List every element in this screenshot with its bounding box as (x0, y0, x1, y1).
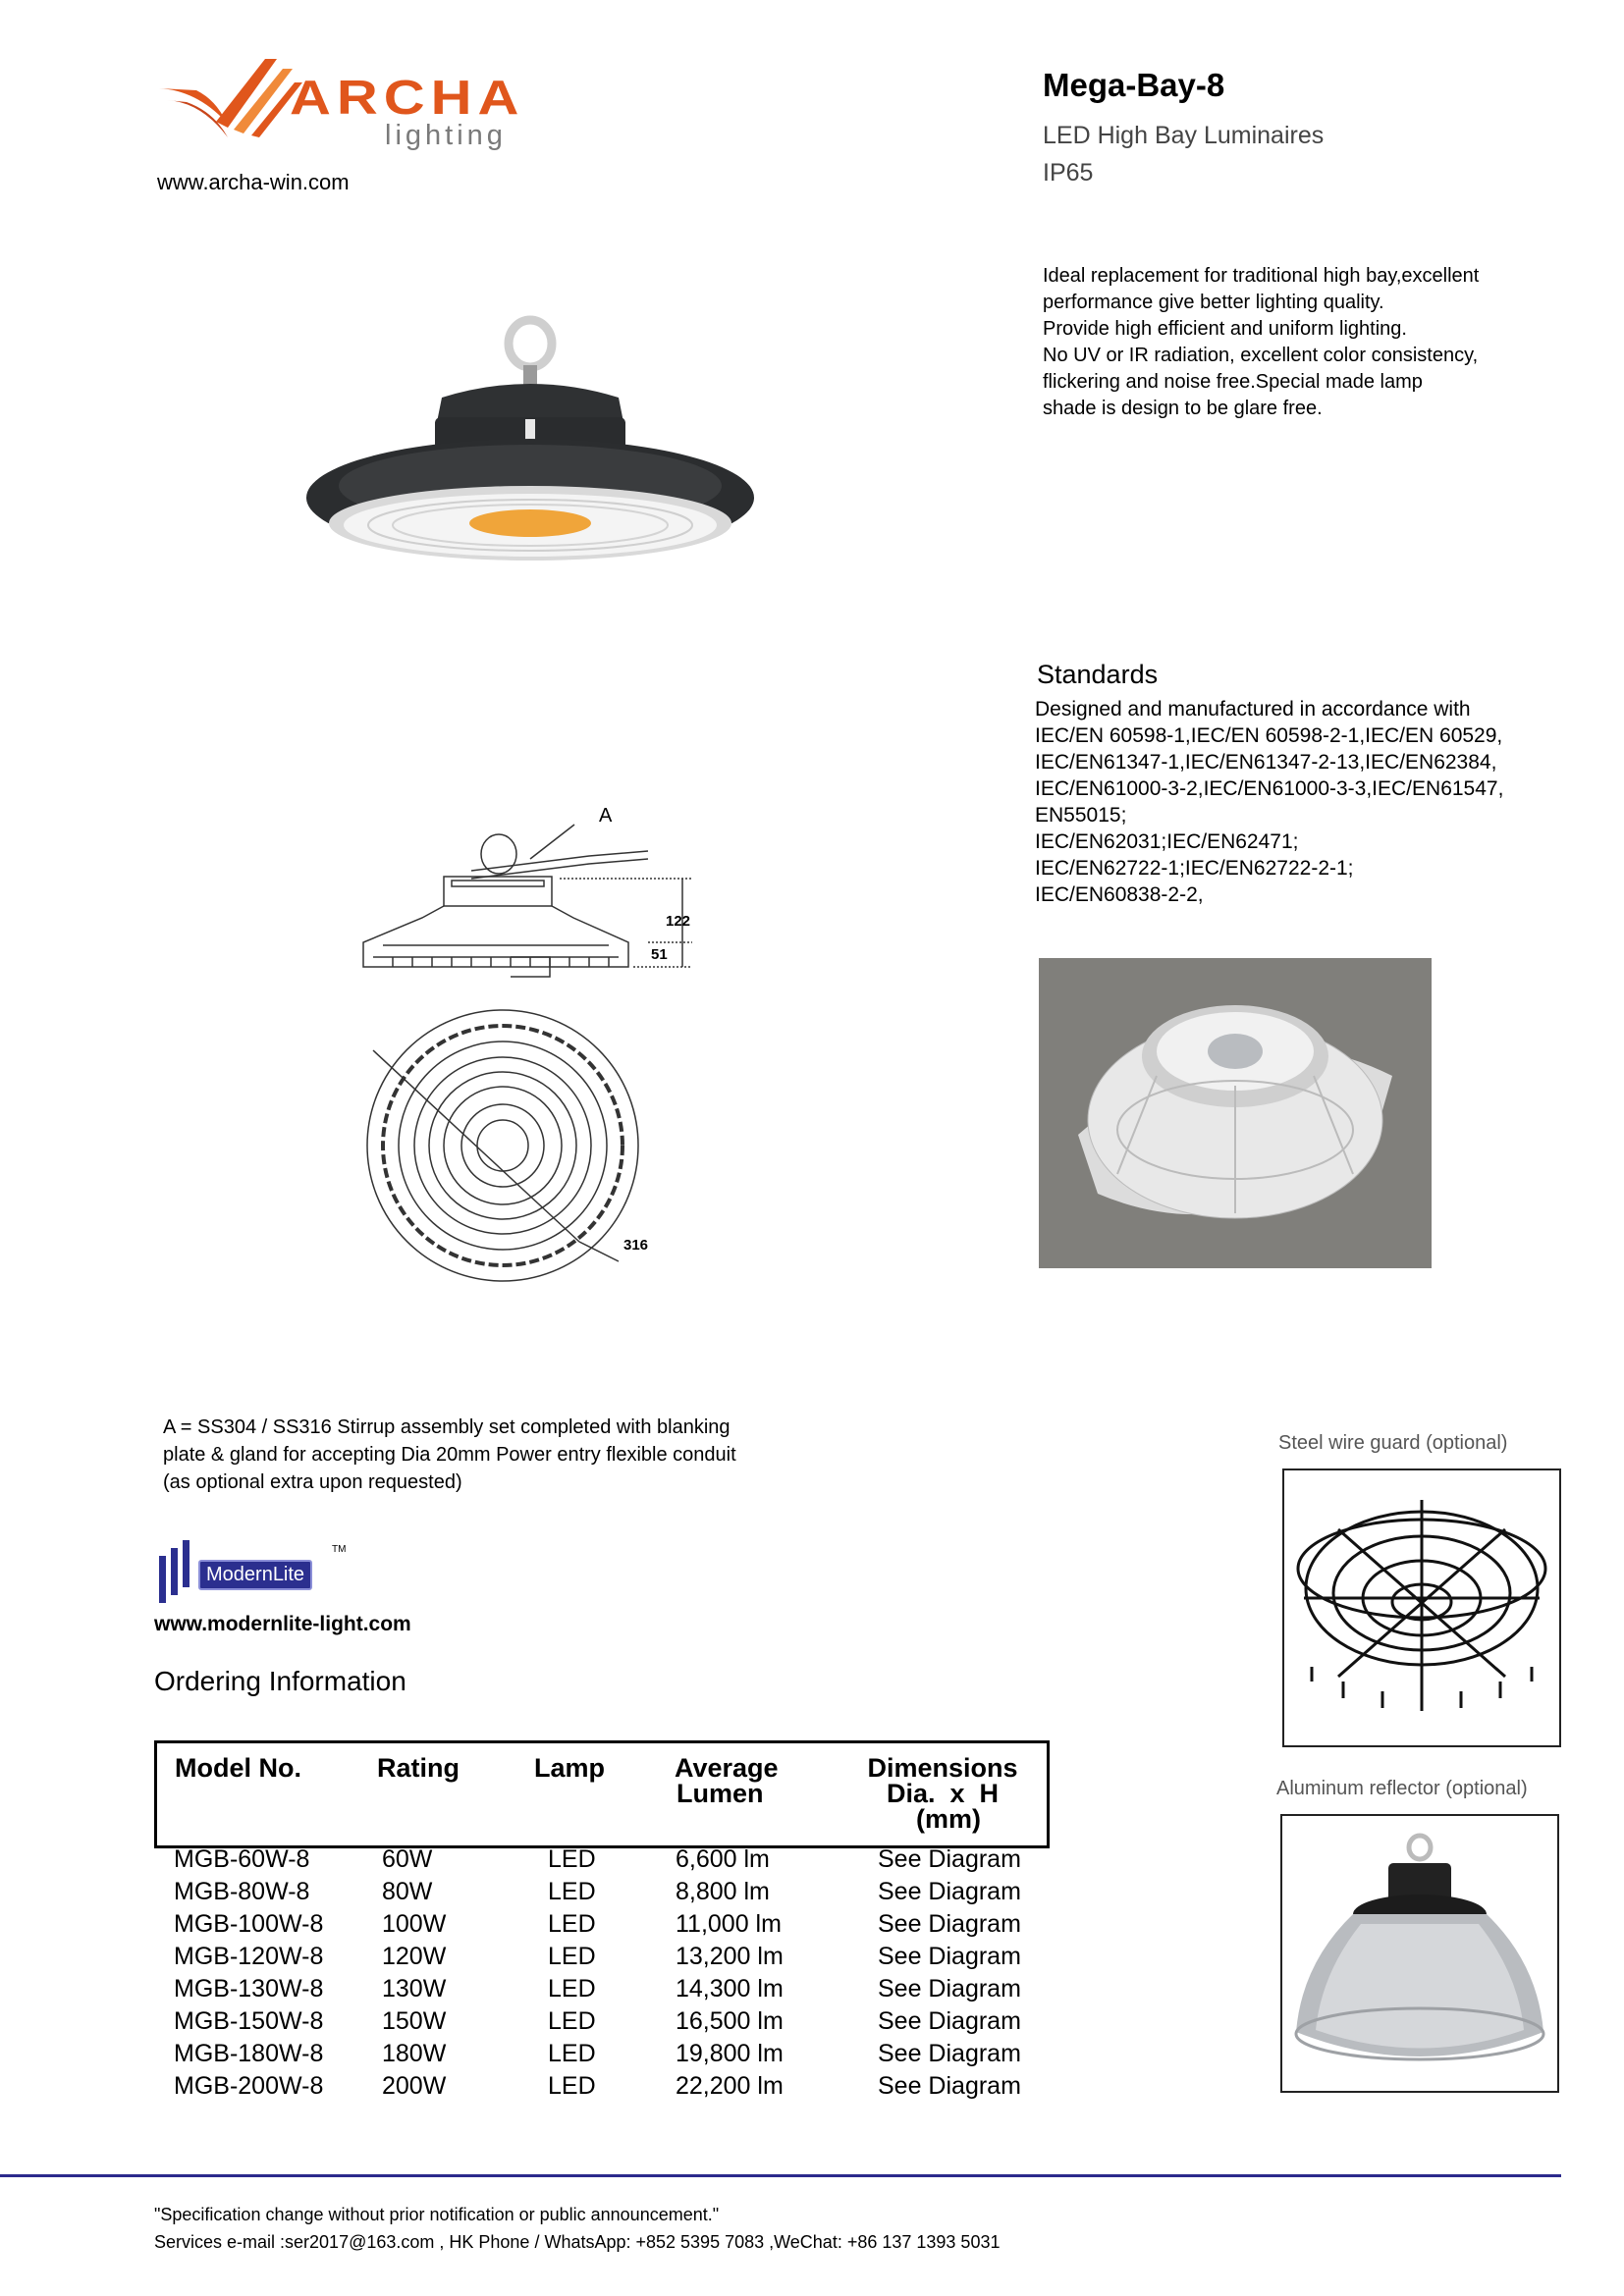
cell-lamp: LED (548, 1943, 596, 1970)
partner-website[interactable]: www.modernlite-light.com (154, 1613, 411, 1635)
standards-line: IEC/EN62031;IEC/EN62471; (1035, 830, 1299, 853)
cell-model: MGB-150W-8 (174, 2007, 324, 2035)
description-line: No UV or IR radiation, excellent color consistency, (1043, 345, 1479, 366)
website-link[interactable]: www.archa-win.com (157, 170, 350, 194)
footer-divider (0, 2174, 1561, 2177)
dim-height-label: 122 (666, 913, 691, 930)
cell-rating: 130W (382, 1975, 447, 2002)
cell-rating: 100W (382, 1910, 447, 1938)
description-line: shade is design to be glare free. (1043, 398, 1323, 419)
cell-lamp: LED (548, 1878, 596, 1905)
modernlite-bars-icon (157, 1538, 196, 1607)
col-dim-line: Dimensions (867, 1753, 1018, 1783)
cell-model: MGB-100W-8 (174, 1910, 324, 1938)
note-line: (as optional extra upon requested) (163, 1471, 462, 1493)
note-line: plate & gland for accepting Dia 20mm Power entry flexible conduit (163, 1444, 736, 1466)
wire-guard-image (1282, 1468, 1561, 1747)
guard-caption: Steel wire guard (optional) (1278, 1432, 1508, 1454)
cell-rating: 150W (382, 2007, 447, 2035)
standards-line: IEC/EN60838-2-2, (1035, 883, 1204, 906)
standards-line: IEC/EN 60598-1,IEC/EN 60598-2-1,IEC/EN 60529, (1035, 724, 1503, 747)
cell-dims: See Diagram (878, 2040, 1021, 2067)
cell-lamp: LED (548, 1975, 596, 2002)
standards-line: IEC/EN62722-1;IEC/EN62722-2-1; (1035, 857, 1354, 880)
cell-rating: 80W (382, 1878, 433, 1905)
col-dim-line: Dia. x H (886, 1779, 1000, 1808)
label-a: A (599, 805, 613, 827)
standards-line: IEC/EN61000-3-2,IEC/EN61000-3-3,IEC/EN61547, (1035, 777, 1504, 800)
cell-lamp: LED (548, 1910, 596, 1938)
cell-rating: 120W (382, 1943, 447, 1970)
cell-lumen: 16,500 lm (676, 2007, 784, 2035)
cell-rating: 180W (382, 2040, 447, 2067)
note-line: A = SS304 / SS316 Stirrup assembly set completed with blanking (163, 1416, 731, 1438)
cell-dims: See Diagram (878, 1975, 1021, 2002)
ip-rating: IP65 (1043, 159, 1094, 187)
dim-lower-label: 51 (651, 946, 668, 963)
cell-dims: See Diagram (878, 1943, 1021, 1970)
col-lumen-line: Lumen (677, 1779, 764, 1808)
modernlite-logo (157, 1538, 353, 1607)
ordering-table-body (174, 1845, 1057, 2110)
modernlite-name: ModernLite (198, 1560, 312, 1590)
cell-dims: See Diagram (878, 1910, 1021, 1938)
cell-model: MGB-80W-8 (174, 1878, 310, 1905)
col-dim-line: (mm) (916, 1804, 981, 1834)
cell-rating: 200W (382, 2072, 447, 2100)
cell-lamp: LED (548, 2072, 596, 2100)
col-rating: Rating (377, 1753, 460, 1783)
col-lumen (675, 1755, 779, 1806)
cell-rating: 60W (382, 1845, 433, 1873)
col-dimensions (844, 1755, 1041, 1832)
cell-lumen: 6,600 lm (676, 1845, 770, 1873)
brand-name: ARCHA (290, 70, 525, 126)
cell-lumen: 14,300 lm (676, 1975, 784, 2002)
description (1043, 263, 1593, 422)
installation-photo (1039, 958, 1432, 1268)
cell-dims: See Diagram (878, 2072, 1021, 2100)
cell-model: MGB-180W-8 (174, 2040, 324, 2067)
cell-lamp: LED (548, 2007, 596, 2035)
cell-model: MGB-120W-8 (174, 1943, 324, 1970)
standards-line: IEC/EN61347-1,IEC/EN61347-2-13,IEC/EN62384, (1035, 751, 1497, 774)
standards-heading: Standards (1037, 660, 1159, 689)
technical-diagram (353, 800, 717, 1291)
footer-disclaimer: "Specification change without prior notification or public announcement." (154, 2205, 720, 2224)
ordering-heading: Ordering Information (154, 1666, 406, 1696)
standards-line: Designed and manufactured in accordance with (1035, 698, 1471, 721)
aluminum-reflector-image (1280, 1814, 1559, 2093)
standards-line: EN55015; (1035, 804, 1127, 827)
cell-lumen: 13,200 lm (676, 1943, 784, 1970)
cell-lumen: 11,000 lm (676, 1910, 782, 1938)
description-line: Ideal replacement for traditional high bay,excellent (1043, 265, 1480, 287)
cell-lamp: LED (548, 2040, 596, 2067)
col-lumen-line: Average (675, 1753, 779, 1783)
cell-dims: See Diagram (878, 1845, 1021, 1873)
description-line: performance give better lighting quality. (1043, 292, 1384, 313)
standards-list (1035, 696, 1614, 908)
cell-lumen: 8,800 lm (676, 1878, 770, 1905)
cell-model: MGB-200W-8 (174, 2072, 324, 2100)
ordering-table-header (154, 1740, 1050, 1848)
reflector-caption: Aluminum reflector (optional) (1276, 1778, 1528, 1799)
col-lamp: Lamp (534, 1753, 606, 1783)
archa-logo (157, 51, 530, 159)
description-line: Provide high efficient and uniform lighting. (1043, 318, 1407, 340)
cell-model: MGB-60W-8 (174, 1845, 310, 1873)
cell-lamp: LED (548, 1845, 596, 1873)
product-type: LED High Bay Luminaires (1043, 122, 1325, 149)
side-view (363, 825, 692, 977)
cell-model: MGB-130W-8 (174, 1975, 324, 2002)
note-a (163, 1414, 850, 1496)
product-image (299, 309, 771, 564)
brand-sub: lighting (385, 120, 507, 151)
plan-view (367, 1010, 638, 1281)
cell-dims: See Diagram (878, 2007, 1021, 2035)
cell-dims: See Diagram (878, 1878, 1021, 1905)
dim-diameter-label: 316 (623, 1237, 649, 1254)
cell-lumen: 22,200 lm (676, 2072, 784, 2100)
product-title: Mega-Bay-8 (1043, 67, 1225, 103)
description-line: flickering and noise free.Special made lamp (1043, 371, 1423, 393)
col-model: Model No. (175, 1753, 301, 1783)
modernlite-tm: TM (332, 1544, 347, 1555)
footer-contact: Services e-mail :ser2017@163.com , HK Phone / WhatsApp: +852 5395 7083 ,WeChat: +86 137 1393 5031 (154, 2232, 1001, 2252)
cell-lumen: 19,800 lm (676, 2040, 784, 2067)
